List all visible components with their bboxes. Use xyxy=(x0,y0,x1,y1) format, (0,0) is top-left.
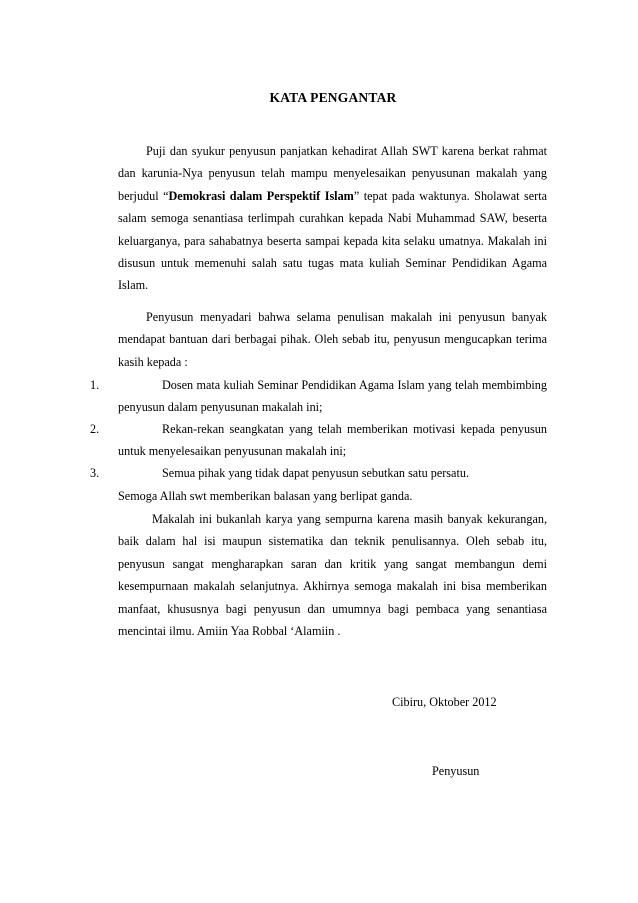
list-item xyxy=(90,418,547,463)
list-number: 3. xyxy=(90,466,100,480)
list-text: Dosen mata kuliah Seminar Pendidikan Agama Islam yang telah membimbing penyusun dalam penyusunan makalah ini; xyxy=(118,378,547,415)
list-text: Semua pihak yang tidak dapat penyusun sebutkan satu persatu. xyxy=(162,466,469,480)
list-number: 2. xyxy=(90,422,100,436)
list-text: Rekan-rekan seangkatan yang telah memberikan motivasi kepada penyusun untuk menyelesaikan penyusunan makalah ini; xyxy=(118,422,547,459)
list-item xyxy=(90,374,547,419)
paragraph-conclusion: Makalah ini bukanlah karya yang sempurna karena masih banyak kekurangan, baik dalam hal isi maupun sistematika dan teknik penulisannya. Oleh sebab itu, penyusun sangat mengharapkan saran dan kritik yang sangat membangun demi kesempurnaan makalah selanjutnya. Akhirnya semoga makalah ini bisa memberikan manfaat, khususnya bagi penyusun dan umumnya bagi pembaca yang senantiasa mencintai ilmu. Amiin Yaa Robbal ‘Alamiin . xyxy=(118,512,547,639)
closing-line: Semoga Allah swt memberikan balasan yang berlipat ganda. xyxy=(118,489,413,503)
paragraph-intro-after: ” tepat pada waktunya. Sholawat serta salam semoga senantiasa terlimpah curahkan kepada Nabi Muhammad SAW, beserta keluarganya, para sahabatnya beserta sampai kepada kita selaku umatnya. Makalah ini disusun untuk memenuhi salah satu tugas mata kuliah Seminar Pendidikan Agama Islam. xyxy=(118,188,547,293)
list-number: 1. xyxy=(90,378,100,392)
list-item xyxy=(90,462,547,484)
paper-title-emphasis: Demokrasi dalam Perspektif Islam xyxy=(168,188,354,203)
paragraph-intro-before: Puji dan syukur penyusun panjatkan kehadirat Allah SWT karena berkat rahmat dan karunia-Nya penyusun telah mampu menyelesaikan penyusunan makalah yang berjudul “ xyxy=(118,144,547,203)
paragraph-acknowledgement: Penyusun menyadari bahwa selama penulisan makalah ini penyusun banyak mendapat bantuan dari berbagai pihak. Oleh sebab itu, penyusun mengucapkan terima kasih kepada : xyxy=(118,310,547,369)
place-date: Cibiru, Oktober 2012 xyxy=(392,695,497,709)
page-title: KATA PENGANTAR xyxy=(269,90,397,105)
paragraph-intro xyxy=(118,140,547,297)
signature: Penyusun xyxy=(432,764,480,778)
